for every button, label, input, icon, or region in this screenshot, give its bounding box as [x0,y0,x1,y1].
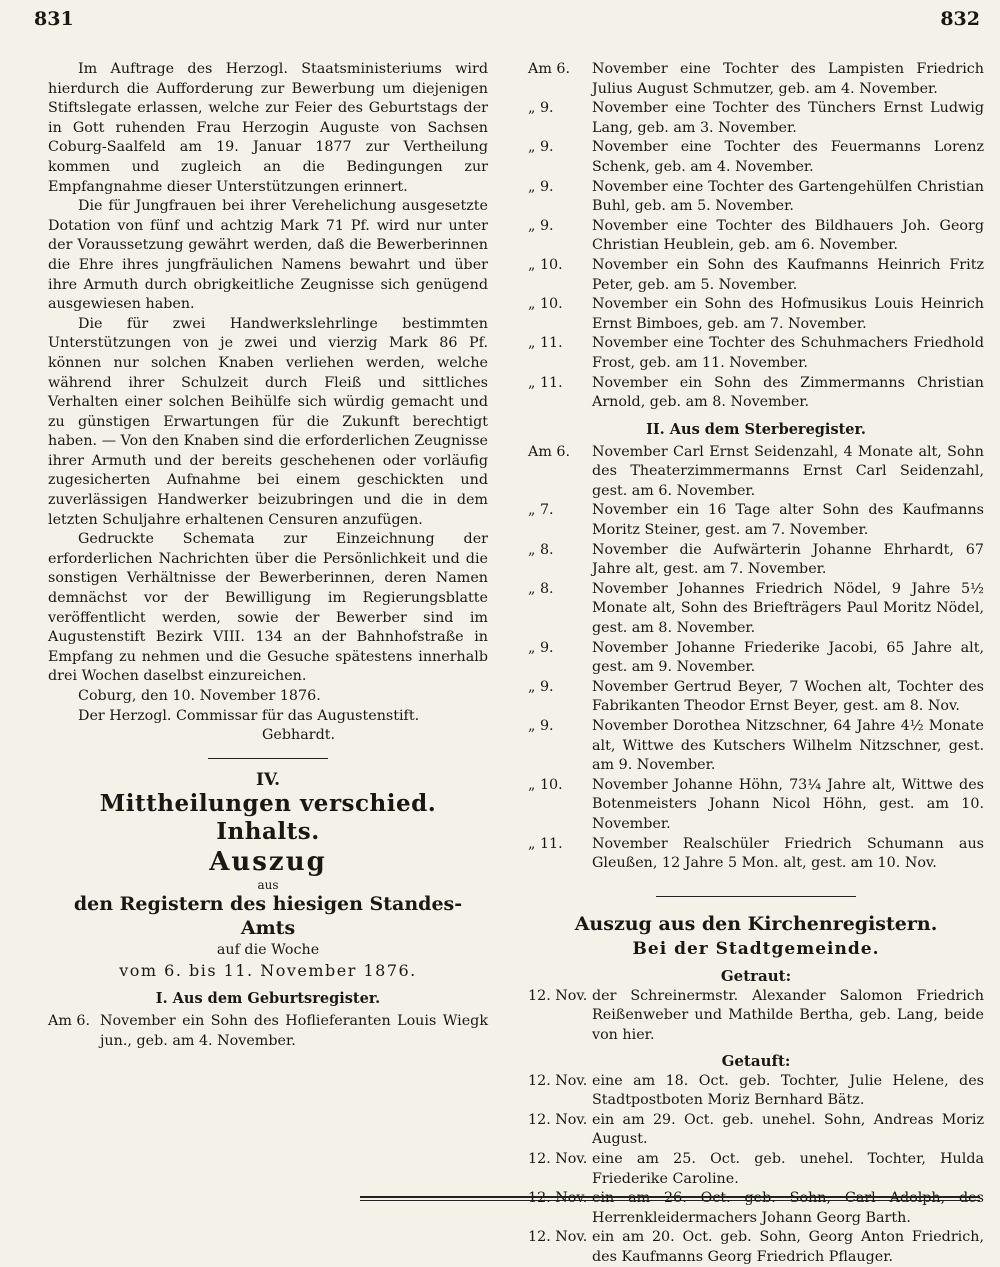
entry-date: „ 9. [528,217,554,234]
entry-date: 12. Nov. [528,987,588,1004]
page-number-right: 832 [940,8,980,30]
entry-text: eine am 25. Oct. geb. unehel. Tochter, Hulda Friederike Caroline. [592,1150,984,1187]
register-entry [528,835,984,874]
entry-date: 12. Nov. [528,1111,588,1128]
entry-date: „ 9. [528,678,554,695]
entry-date: „ 11. [528,335,563,352]
register-entry [528,217,984,256]
left-column [48,60,488,1052]
geburtsregister-list [528,60,984,413]
paragraph-intro: Im Auftrage des Herzogl. Staatsministeriums wird hierdurch die Aufforderung zur Bewerbung um diejenigen Stiftslegate erlassen, welche zur Feier des Geburtstags der in Gott ruhenden Frau Herzogin Auguste von Sachsen Coburg-Saalfeld am 19. Januar 1877 zur Vertheilung kommen und zugleich an die Bedingungen zur Empfangnahme dieser Unterstützungen erinnert. [48,61,488,195]
entry-date: 12. Nov. [528,1072,588,1089]
entry-date: „ 9. [528,718,554,734]
sterberegister-list [528,443,984,874]
aus-word: aus [257,878,279,893]
bottom-rule-thin [360,1200,980,1201]
entry-text: November Johanne Höhn, 73¼ Jahre alt, Wittwe des Botenmeisters Johann Nicol Höhn, gest. am 10. November. [592,776,984,832]
entry-date: „ 9. [528,139,554,156]
register-entry [528,374,984,413]
entry-text: November ein 16 Tage alter Sohn des Kaufmanns Moritz Steiner, gest. am 7. November. [592,502,984,539]
entry-text: November Carl Ernst Seidenzahl, 4 Monate alt, Sohn des Theaterzimmermanns Ernst Carl Seidenzahl, gest. am 6. November. [592,443,984,499]
entry-date: „ 11. [528,835,563,852]
getauft-list [528,1072,984,1267]
entry-date: „ 10. [528,296,563,313]
page-number-left: 831 [34,8,74,30]
entry-date: „ 9. [528,639,554,656]
entry-date: 12. Nov. [528,1150,588,1167]
register-entry [528,541,984,580]
entry-text: November eine Tochter des Tünchers Ernst Ludwig Lang, geb. am 3. November. [592,100,984,136]
getauft-heading: Getauft: [721,1051,791,1070]
entry-date: „ 8. [528,541,554,558]
paragraph-schemata: Gedruckte Schemata zur Einzeichnung der erforderlichen Nachrichten über die Persönlichkeit und die sonstigen Verhältnisse der Bewerberinnen, deren Namen demnächst vor der Bewilligung im Regierungsblatte veröffentlicht werden, sowie der Bewerber sind im Augustenstift Bezirk VIII. 134 an der Bahnhofstraße in Empfang zu nehmen und die Gesuche spätestens innerhalb drei Wochen daselbst einzureichen. [48,531,488,685]
register-entry [528,1228,984,1267]
entry-text: November eine Tochter des Feuermanns Lorenz Schenk, geb. am 4. November. [592,139,984,175]
entry-date: „ 10. [528,776,563,793]
entry-text: eine am 18. Oct. geb. Tochter, Julie Helene, des Stadtpostboten Moriz Bernhard Bätz. [592,1072,984,1109]
entry-text: November ein Sohn des Hofmusikus Louis Heinrich Ernst Bimboes, geb. am 7. November. [592,296,984,332]
section-title: Mittheilungen verschied. Inhalts. [99,790,437,846]
register-entry [528,1189,984,1228]
entry-date: Am 6. [48,1013,91,1030]
sterberegister-heading: II. Aus dem Sterberegister. [646,420,866,438]
signature-name: Gebhardt. [262,727,336,744]
right-column [528,60,984,1267]
register-entry [528,1150,984,1189]
entry-date: „ 9. [528,100,554,117]
entry-text: November eine Tochter des Lampisten Friedrich Julius August Schmutzer, geb. am 4. November. [592,61,984,97]
woche-line: auf die Woche [216,942,320,959]
entry-text: November eine Tochter des Bildhauers Joh. Georg Christian Heublein, geb. am 6. November. [592,217,984,254]
signature-title: Der Herzogl. Commissar für das Augustenstift. [78,707,420,724]
entry-date: „ 9. [528,178,554,195]
register-entry [528,501,984,540]
register-entry [528,256,984,295]
entry-text: November Johannes Friedrich Nödel, 9 Jahre 5½ Monate alt, Sohn des Briefträgers Paul Moritz Nödel, gest. am 8. November. [592,580,984,637]
register-entry [528,295,984,334]
geburtsregister-heading: I. Aus dem Geburtsregister. [155,990,381,1008]
getraut-list [528,987,984,1046]
register-entry [528,443,984,502]
register-entry [528,580,984,639]
entry-text: ein am 29. Oct. geb. unehel. Sohn, Andreas Moriz August. [592,1111,984,1148]
entry-date: 12. Nov. [528,1190,588,1207]
register-entry [528,99,984,138]
entry-text: ein am 26. Oct. geb. Sohn, Carl Adolph, des Herrenkleidermachers Johann Georg Barth. [592,1190,984,1226]
getraut-heading: Getraut: [720,966,792,985]
register-entry [528,138,984,177]
register-entry [528,987,984,1046]
kirchenregister-title: Auszug aus den Kirchenregistern. [574,912,938,935]
divider [208,758,328,759]
entry-text: November eine Tochter des Gartengehülfen Christian Buhl, geb. am 5. November. [592,178,984,215]
register-entry [528,639,984,678]
entry-text: November Gertrud Beyer, 7 Wochen alt, Tochter des Fabrikanten Theodor Ernst Beyer, gest. am 8. Nov. [592,678,984,715]
entry-text: der Schreinermstr. Alexander Salomon Friedrich Reißenweber und Mathilde Bertha, geb. Lang, beide von hier. [592,987,984,1043]
entry-date: „ 10. [528,256,563,273]
auszug-title: Auszug [209,847,327,878]
register-entry [528,334,984,373]
register-entry [528,717,984,776]
register-entry [528,178,984,217]
entry-date: Am 6. [528,443,571,460]
stadtgemeinde-title: Bei der Stadtgemeinde. [632,938,880,959]
paragraph-handwerkslehrlinge: Die für zwei Handwerkslehrlinge bestimmten Unterstützungen von je zwei und vierzig Mark 86 Pf. können nur solchen Knaben verliehen werden, welche während ihrer Schulzeit durch Fleiß und sittliches Verhalten einer solchen Beihülfe sich würdig gemacht und zu günstigen Erwartungen für die Zukunft berechtigt haben. — Von den Knaben sind die erforderlichen Zeugnisse ihrer Armuth und der bereits geschehenen oder vorläufig zugesicherten Aufnahme bei einem geschickten und zuverlässigen Handwerker beizubringen und die in dem letzten Schuljahre erhaltenen Censuren anzufügen. [48,315,488,528]
entry-text: ein am 20. Oct. geb. Sohn, Georg Anton Friedrich, des Kaufmanns Georg Friedrich Pflauger. [592,1229,984,1265]
bottom-rule [360,1196,980,1198]
entry-text: November Dorothea Nitzschner, 64 Jahre 4½ Monate alt, Wittwe des Kutschers Wilhelm Nitzschner, gest. am 9. November. [592,718,984,774]
entry-text: November ein Sohn des Zimmermanns Christian Arnold, geb. am 8. November. [592,374,984,411]
date-range: vom 6. bis 11. November 1876. [119,961,417,981]
paragraph-jungfrauen: Die für Jungfrauen bei ihrer Verehelichung ausgesetzte Dotation von fünf und achtzig Mark 71 Pf. wird nur unter der Voraussetzung gewährt werden, daß die Bewerberinnen die Ehre ihres jungfräulichen Namens bewahrt und über ihre Armuth durch obrigkeitliche Zeugnisse sich genügend ausgewiesen haben. [48,198,488,313]
register-entry [528,678,984,717]
register-entry [528,1111,984,1150]
register-title: den Registern des hiesigen Standes-Amts [73,893,463,940]
entry-date: Am 6. [528,61,571,77]
register-entry [528,1072,984,1111]
date-line: Coburg, den 10. November 1876. [78,688,321,704]
divider [656,896,856,897]
entry-date: „ 11. [528,374,563,391]
entry-date: 12. Nov. [528,1229,588,1246]
entry-text: November Realschüler Friedrich Schumann aus Gleußen, 12 Jahre 5 Mon. alt, gest. am 10. Nov. [592,835,984,872]
register-entry [48,1012,488,1051]
entry-date: „ 7. [528,502,554,519]
entry-text: November ein Sohn des Kaufmanns Heinrich Fritz Peter, geb. am 5. November. [592,256,984,293]
entry-text: November eine Tochter des Schuhmachers Friedhold Frost, geb. am 11. November. [592,335,984,371]
section-number: IV. [255,769,281,790]
entry-text: November ein Sohn des Hoflieferanten Louis Wiegk jun., geb. am 4. November. [100,1013,488,1049]
register-entry [528,776,984,835]
entry-date: „ 8. [528,580,554,597]
entry-text: November Johanne Friederike Jacobi, 65 Jahre alt, gest. am 9. November. [592,639,984,676]
entry-text: November die Aufwärterin Johanne Ehrhardt, 67 Jahre alt, gest. am 7. November. [592,541,984,578]
register-entry [528,60,984,99]
